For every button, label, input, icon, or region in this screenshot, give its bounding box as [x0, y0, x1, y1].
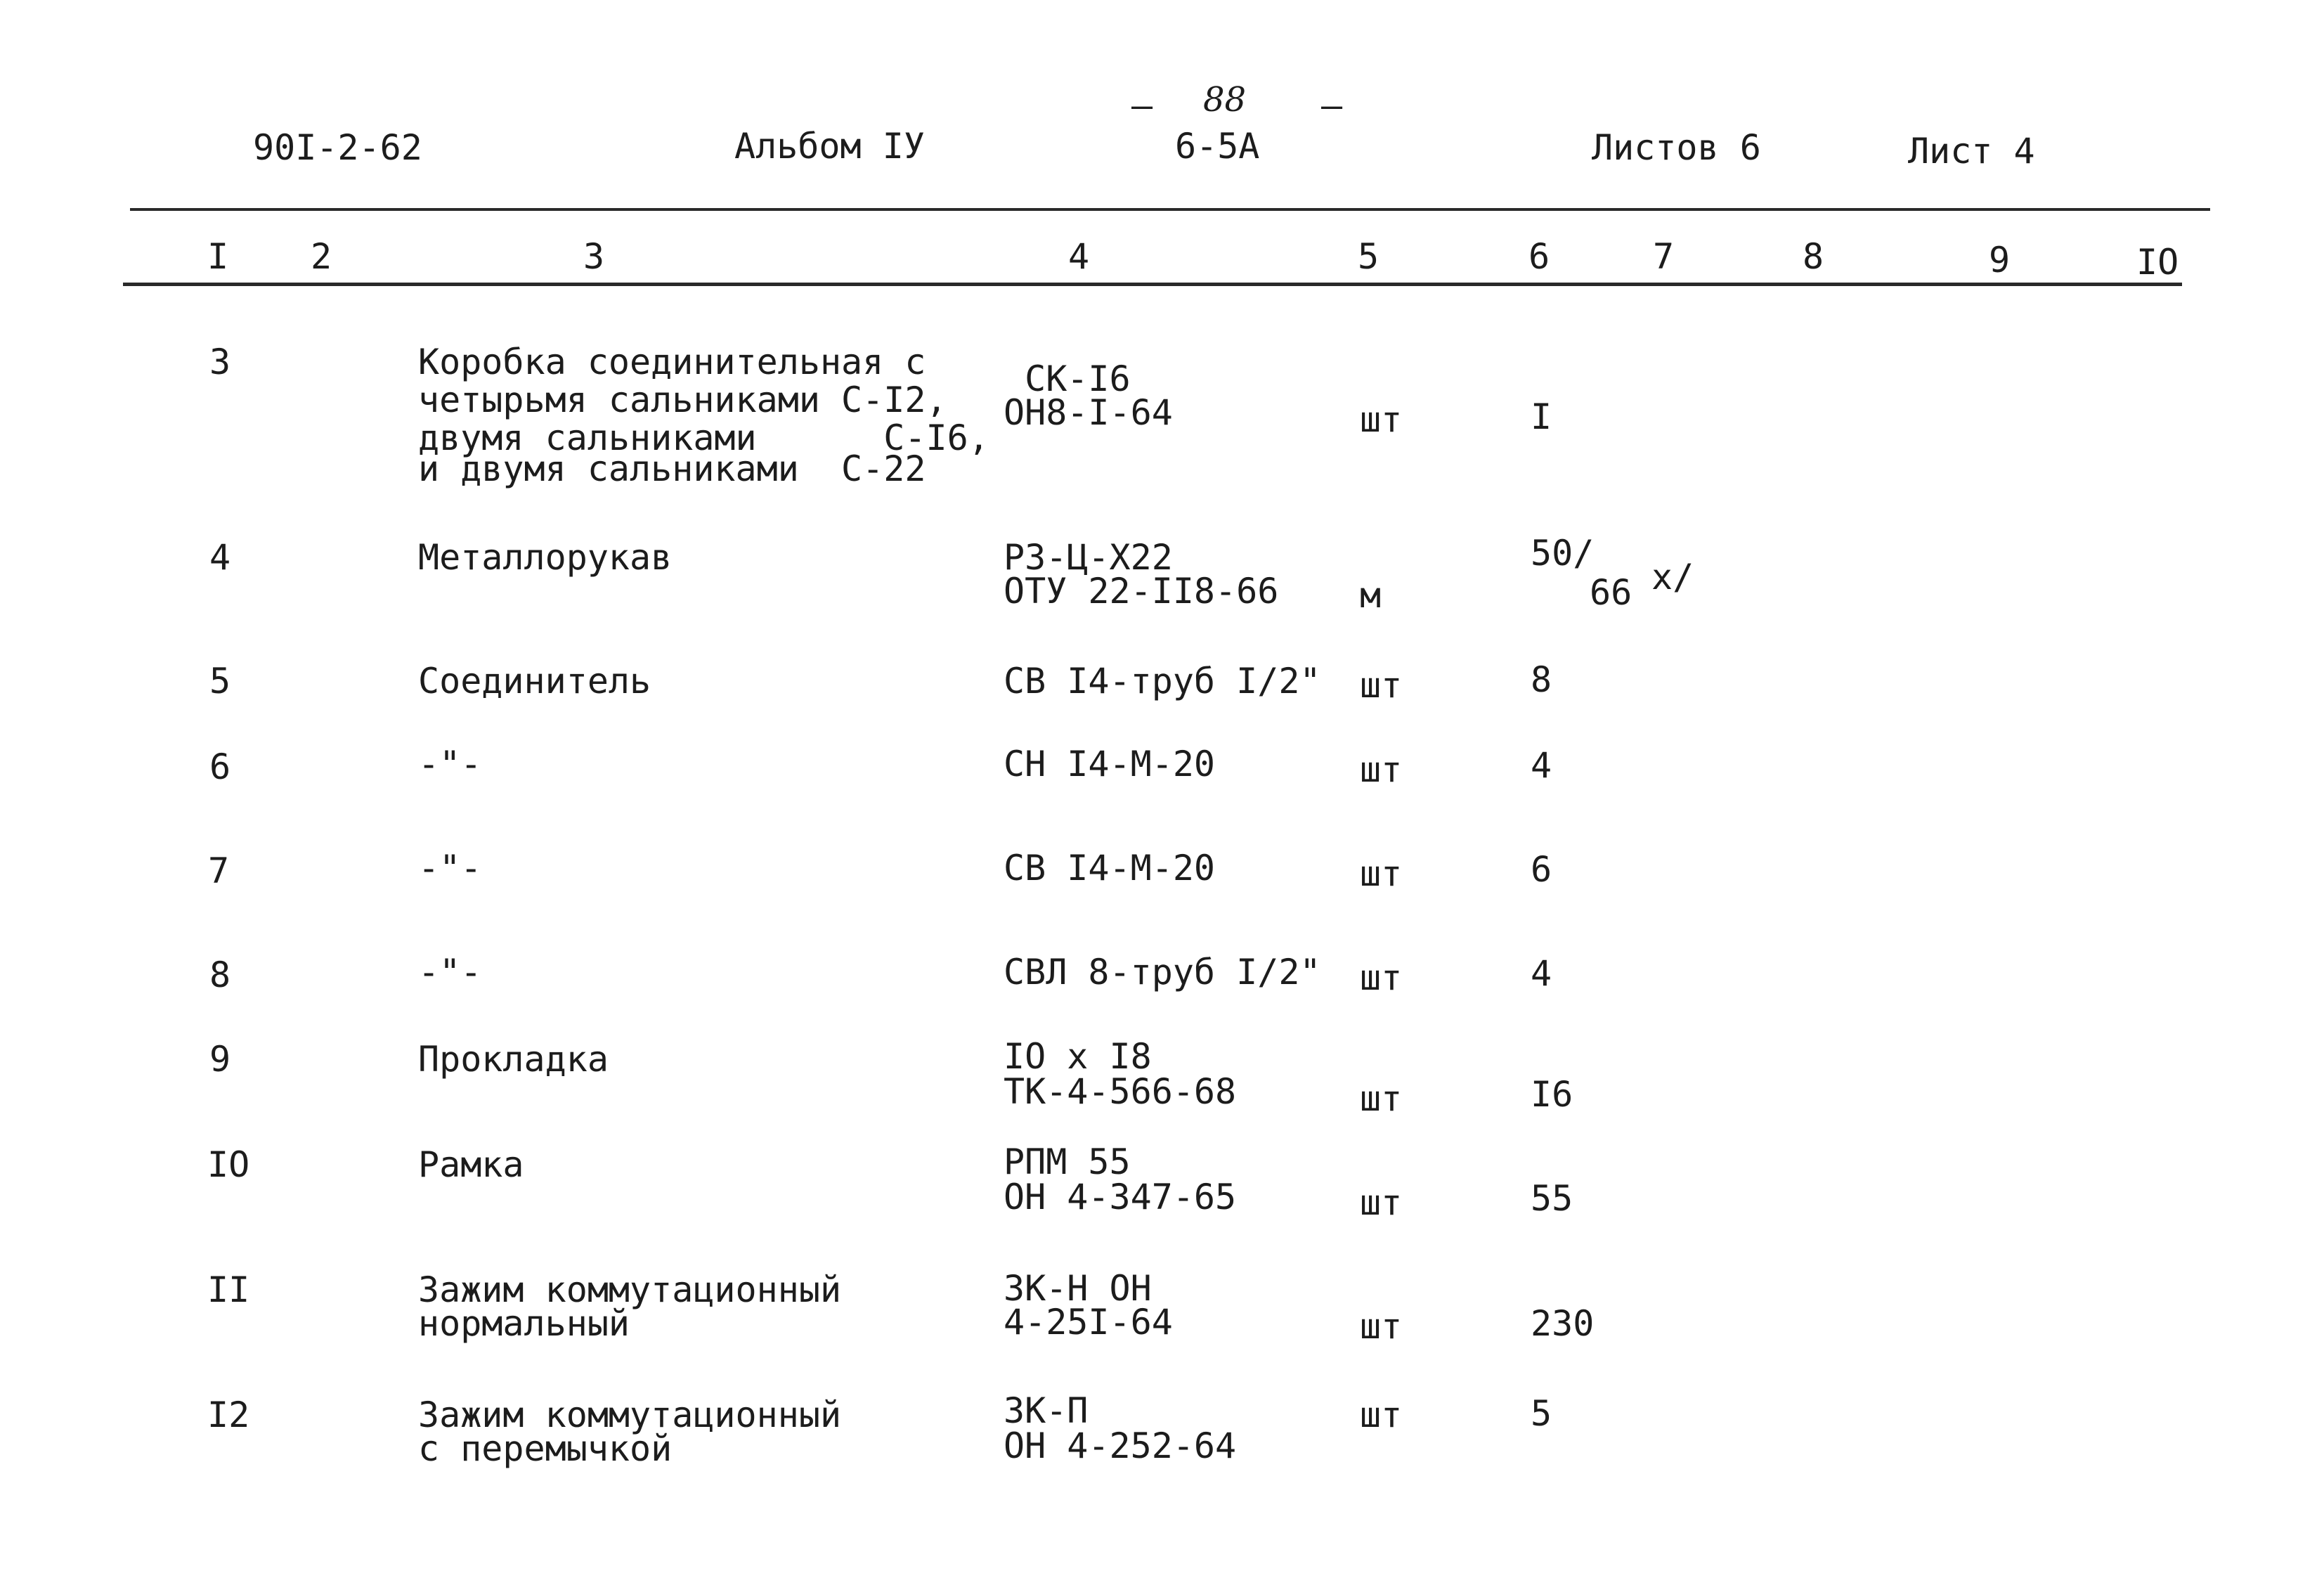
- designation-line: СН I4-М-20: [1004, 744, 1216, 784]
- item-name-line: нормальный: [418, 1303, 630, 1344]
- designation-line: ТК-4-566-68: [1004, 1071, 1237, 1112]
- col-header-8: 8: [1803, 236, 1824, 277]
- row-number: 3: [209, 342, 231, 382]
- item-name-line: -"-: [418, 848, 482, 888]
- unit: шт: [1360, 399, 1403, 440]
- unit: шт: [1360, 749, 1403, 790]
- row-number: II: [207, 1269, 250, 1310]
- designation-line: ЗК-П: [1004, 1390, 1089, 1431]
- unit: шт: [1360, 1078, 1403, 1119]
- row-number: 9: [209, 1039, 231, 1080]
- item-name-line: Металлорукав: [418, 537, 673, 578]
- designation-line: СВ I4-труб I/2": [1004, 661, 1321, 701]
- designation-line: РЗ-Ц-Х22: [1004, 537, 1173, 578]
- album-label: Альбом IУ: [734, 126, 925, 167]
- doc-code: 90I-2-62: [253, 127, 422, 168]
- quantity: 230: [1531, 1303, 1595, 1344]
- unit: м: [1360, 575, 1382, 616]
- quantity-numerator: 50/: [1531, 533, 1595, 574]
- item-name-line: Коробка соединительная с: [418, 342, 926, 382]
- unit: шт: [1360, 853, 1403, 894]
- col-header-2: 2: [311, 236, 332, 277]
- item-name-line: Прокладка: [418, 1039, 609, 1080]
- col-header-5: 5: [1358, 236, 1380, 277]
- quantity: 5: [1531, 1393, 1552, 1434]
- row-number: 8: [209, 955, 231, 995]
- row-number: 4: [209, 537, 231, 578]
- row-number: I2: [207, 1395, 250, 1435]
- dash-left: –: [1131, 85, 1153, 126]
- sheets-count: Листов 6: [1592, 127, 1761, 168]
- page-number-handwritten: 88: [1203, 80, 1247, 119]
- item-name-line: -"-: [418, 744, 482, 784]
- designation-line: СВЛ 8-труб I/2": [1004, 952, 1321, 992]
- designation-line: ОН8-I-64: [1004, 392, 1173, 433]
- designation-line: ЗК-Н ОН: [1004, 1268, 1152, 1309]
- col-header-7: 7: [1653, 236, 1675, 277]
- quantity: I6: [1531, 1074, 1573, 1115]
- section-code: 6-5А: [1175, 126, 1260, 167]
- designation-line: РПМ 55: [1004, 1142, 1131, 1182]
- item-name-line: Рамка: [418, 1144, 524, 1185]
- designation-line: ОТУ 22-II8-66: [1004, 571, 1279, 612]
- designation-line: ОН 4-347-65: [1004, 1177, 1237, 1217]
- row-number: 7: [208, 851, 230, 891]
- item-name-line: четырьмя сальниками С-I2,: [418, 380, 947, 420]
- item-name-line: двумя сальниками С-I6,: [418, 418, 989, 458]
- designation-line: ОН 4-252-64: [1004, 1425, 1237, 1466]
- unit: шт: [1360, 665, 1403, 706]
- unit: шт: [1360, 1182, 1403, 1223]
- sheet-number: Лист 4: [1908, 131, 2035, 172]
- col-header-6: 6: [1528, 236, 1550, 277]
- unit: шт: [1360, 957, 1403, 998]
- designation-line: IO х I8: [1004, 1036, 1152, 1077]
- item-name-line: -"-: [418, 952, 482, 992]
- header-bottom-rule: [123, 283, 2182, 286]
- col-header-4: 4: [1068, 236, 1090, 277]
- item-name-line: Зажим коммутационный: [418, 1269, 842, 1310]
- col-header-1: I: [207, 236, 229, 277]
- header-top-rule: [130, 208, 2210, 211]
- quantity: I: [1531, 396, 1552, 437]
- designation-line: 4-25I-64: [1004, 1302, 1173, 1343]
- quantity: 6: [1531, 849, 1552, 890]
- quantity: 55: [1531, 1178, 1573, 1219]
- quantity: 4: [1531, 953, 1552, 994]
- col-header-9: 9: [1989, 240, 2011, 280]
- item-name-line: Зажим коммутационный: [418, 1395, 842, 1435]
- col-header-10: IO: [2136, 242, 2179, 283]
- row-number: 6: [209, 746, 231, 787]
- unit: шт: [1360, 1395, 1403, 1435]
- dash-right: –: [1321, 85, 1343, 126]
- quantity-footnote-mark: х/: [1651, 557, 1694, 597]
- row-number: 5: [209, 661, 231, 701]
- col-header-3: 3: [583, 236, 605, 277]
- quantity-denominator: 66: [1590, 572, 1632, 613]
- unit: шт: [1360, 1306, 1403, 1347]
- item-name-line: с перемычкой: [418, 1428, 673, 1469]
- designation-line: СВ I4-М-20: [1004, 848, 1216, 888]
- item-name-line: Соединитель: [418, 661, 651, 701]
- item-name-line: и двумя сальниками С-22: [418, 448, 926, 489]
- quantity: 8: [1531, 659, 1552, 700]
- designation-line: СК-I6: [1004, 358, 1131, 399]
- row-number: IO: [207, 1144, 250, 1185]
- quantity: 4: [1531, 745, 1552, 786]
